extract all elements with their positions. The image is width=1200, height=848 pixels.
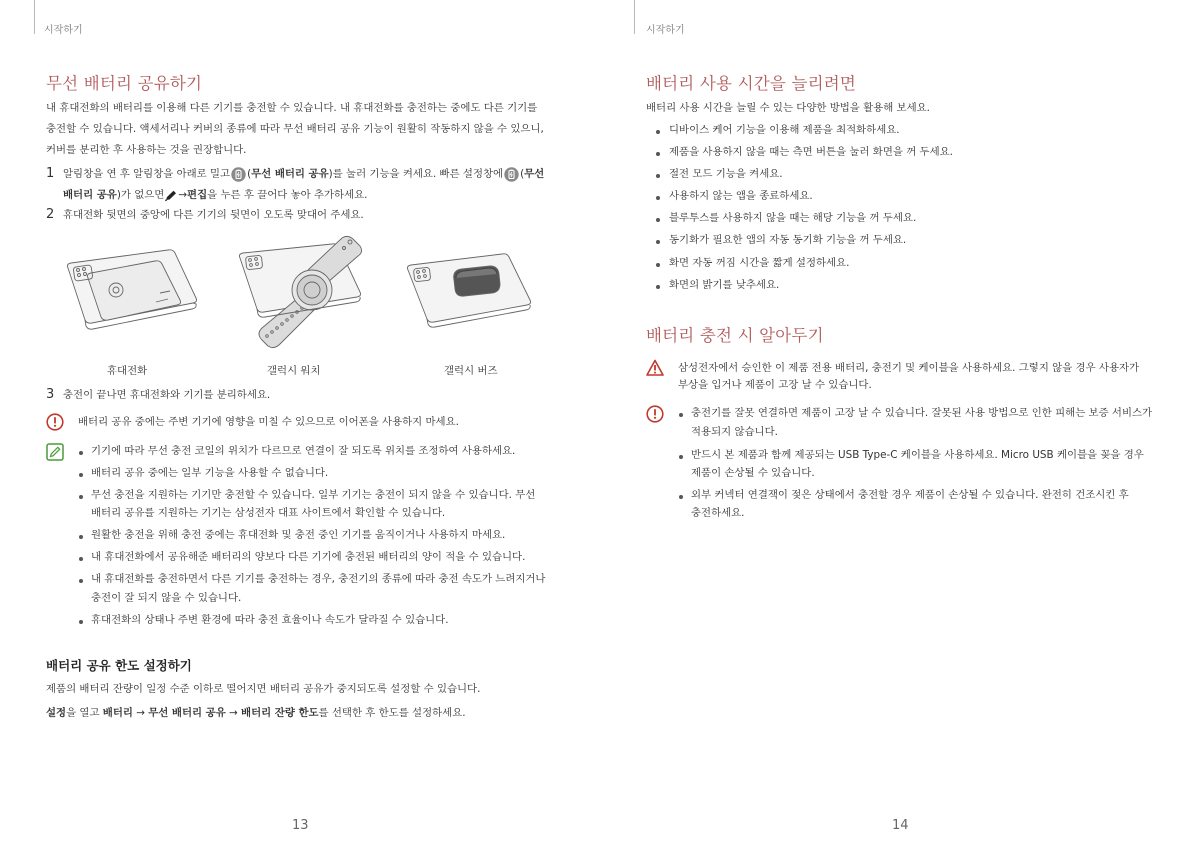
section-title-charging-notes: 배터리 충전 시 알아두기 bbox=[646, 326, 824, 345]
right-page bbox=[600, 0, 1200, 848]
caution-icon bbox=[46, 413, 64, 431]
tip-item: 동기화가 필요한 앱의 자동 동기화 기능을 꺼 두세요. bbox=[669, 234, 907, 246]
tip-item: 제품을 사용하지 않을 때는 측면 버튼을 눌러 화면을 꺼 두세요. bbox=[669, 146, 953, 158]
caution-item: 제품이 손상될 수 있습니다. bbox=[691, 467, 815, 479]
intro-line: 충전할 수 있습니다. 액세서리나 커버의 종류에 따라 무선 배터리 공유 기능이 원활히 작동하지 않을 수 있으니, bbox=[46, 123, 544, 135]
watch-illustration bbox=[232, 232, 377, 357]
bullet bbox=[656, 130, 660, 134]
bullet bbox=[656, 152, 660, 156]
bullet bbox=[679, 413, 683, 417]
page-header: 시작하기 bbox=[44, 25, 83, 36]
bullet bbox=[79, 473, 83, 477]
step-number: 2 bbox=[46, 207, 55, 222]
caution-item: 충전하세요. bbox=[691, 507, 745, 519]
caption-phone: 휴대전화 bbox=[107, 365, 148, 377]
tip-item: 디바이스 케어 기능을 이용해 제품을 최적화하세요. bbox=[669, 124, 900, 136]
limit-settings-path: 설정을 열고 배터리 → 무선 배터리 공유 → 배터리 잔량 한도를 선택한 후 한도를 설정하세요. bbox=[46, 707, 466, 719]
bullet bbox=[79, 451, 83, 455]
bullet bbox=[79, 579, 83, 583]
page-number: 14 bbox=[892, 818, 909, 833]
bullet bbox=[656, 263, 660, 267]
caution-text: 배터리 공유 중에는 주변 기기에 영향을 미칠 수 있으므로 이어폰을 사용하지 마세요. bbox=[78, 416, 459, 428]
step-3-text: 충전이 끝나면 휴대전화와 기기를 분리하세요. bbox=[63, 389, 271, 401]
bullet bbox=[656, 285, 660, 289]
note-item: 충전이 잘 되지 않을 수 있습니다. bbox=[91, 592, 242, 604]
note-icon bbox=[46, 443, 64, 461]
bullet bbox=[656, 240, 660, 244]
caution-item: 충전기를 잘못 연결하면 제품이 고장 날 수 있습니다. 잘못된 사용 방법으로 인한 피해는 보증 서비스가 bbox=[691, 407, 1153, 419]
warning-text-line: 삼성전자에서 승인한 이 제품 전용 배터리, 충전기 및 케이블을 사용하세요. 그렇지 않을 경우 사용자가 bbox=[678, 362, 1140, 374]
caution-item: 반드시 본 제품과 함께 제공되는 USB Type-C 케이블을 사용하세요. Micro USB 케이블을 꽂을 경우 bbox=[691, 449, 1144, 461]
bullet bbox=[656, 218, 660, 222]
note-item: 원활한 충전을 위해 충전 중에는 휴대전화 및 충전 중인 기기를 움직이거나 사용하지 마세요. bbox=[91, 529, 506, 541]
bullet bbox=[79, 535, 83, 539]
tip-item: 블루투스를 사용하지 않을 때는 해당 기능을 꺼 두세요. bbox=[669, 212, 917, 224]
caution-item: 외부 커넥터 연결잭이 젖은 상태에서 충전할 경우 제품이 손상될 수 있습니다. 완전히 건조시킨 후 bbox=[691, 489, 1129, 501]
step-number: 3 bbox=[46, 387, 55, 402]
section-title-battery-life: 배터리 사용 시간을 늘리려면 bbox=[646, 74, 857, 93]
step-number: 1 bbox=[46, 166, 55, 181]
caution-icon bbox=[646, 405, 664, 423]
note-item: 기기에 따라 무선 충전 코일의 위치가 다르므로 연결이 잘 되도록 위치를 조정하여 사용하세요. bbox=[91, 445, 516, 457]
phone-illustration bbox=[60, 238, 200, 338]
bullet bbox=[79, 557, 83, 561]
bullet bbox=[679, 455, 683, 459]
battery-share-icon bbox=[231, 167, 246, 182]
caption-buds: 갤럭시 버즈 bbox=[444, 365, 498, 377]
intro-line: 커버를 분리한 후 사용하는 것을 권장합니다. bbox=[46, 144, 247, 156]
limit-description: 제품의 배터리 잔량이 일정 수준 이하로 떨어지면 배터리 공유가 중지되도록 설정할 수 있습니다. bbox=[46, 683, 481, 695]
bullet bbox=[79, 620, 83, 624]
note-item: 휴대전화의 상태나 주변 환경에 따라 충전 효율이나 속도가 달라질 수 있습니다. bbox=[91, 614, 449, 626]
note-item: 내 휴대전화에서 공유해준 배터리의 양보다 다른 기기에 충전된 배터리의 양이 적을 수 있습니다. bbox=[91, 551, 526, 563]
tip-item: 화면 자동 꺼짐 시간을 짧게 설정하세요. bbox=[669, 257, 850, 269]
step-2-text: 휴대전화 뒷면의 중앙에 다른 기기의 뒷면이 오도록 맞대어 주세요. bbox=[63, 209, 364, 221]
note-item: 배터리 공유 중에는 일부 기능을 사용할 수 없습니다. bbox=[91, 467, 329, 479]
header-divider bbox=[634, 0, 635, 34]
bullet bbox=[656, 174, 660, 178]
bullet bbox=[679, 495, 683, 499]
battery-life-intro: 배터리 사용 시간을 늘릴 수 있는 다양한 방법을 활용해 보세요. bbox=[646, 102, 930, 114]
tip-item: 사용하지 않는 앱을 종료하세요. bbox=[669, 190, 813, 202]
subsection-title-share-limit: 배터리 공유 한도 설정하기 bbox=[46, 658, 192, 673]
pencil-icon bbox=[164, 190, 178, 202]
tip-item: 화면의 밝기를 낮추세요. bbox=[669, 279, 780, 291]
section-title-wireless-share: 무선 배터리 공유하기 bbox=[46, 74, 203, 93]
buds-illustration bbox=[402, 242, 547, 337]
warning-icon bbox=[646, 359, 664, 377]
step-1-text: 알림창을 연 후 알림창을 아래로 밀고 ( 무선 배터리 공유 )를 눌러 기능을 켜세요. 빠른 설정창에 ( 무선 배터리 공유 )가 없으면 → 편집 을 누른 후 끌어다 놓아 추가하세요. bbox=[63, 168, 545, 201]
note-item: 배터리 공유를 지원하는 기기는 삼성전자 대표 사이트에서 확인할 수 있습니다. bbox=[91, 507, 446, 519]
caption-watch: 갤럭시 워치 bbox=[267, 365, 321, 377]
header-divider bbox=[34, 0, 35, 34]
note-item: 무선 충전을 지원하는 기기만 충전할 수 있습니다. 일부 기기는 충전이 되지 않을 수 있습니다. 무선 bbox=[91, 489, 536, 501]
bullet bbox=[79, 495, 83, 499]
battery-share-icon bbox=[504, 167, 519, 182]
note-item: 내 휴대전화를 충전하면서 다른 기기를 충전하는 경우, 충전기의 종류에 따라 충전 속도가 느려지거나 bbox=[91, 573, 546, 585]
page-header: 시작하기 bbox=[646, 25, 685, 36]
intro-line: 내 휴대전화의 배터리를 이용해 다른 기기를 충전할 수 있습니다. 내 휴대전화를 충전하는 중에도 다른 기기를 bbox=[46, 102, 538, 114]
bullet bbox=[656, 196, 660, 200]
tip-item: 절전 모드 기능을 켜세요. bbox=[669, 168, 783, 180]
warning-text-line: 부상을 입거나 제품이 고장 날 수 있습니다. bbox=[678, 379, 872, 391]
page-number: 13 bbox=[292, 818, 309, 833]
intro-paragraph bbox=[46, 98, 544, 161]
caution-item: 적용되지 않습니다. bbox=[691, 426, 778, 438]
